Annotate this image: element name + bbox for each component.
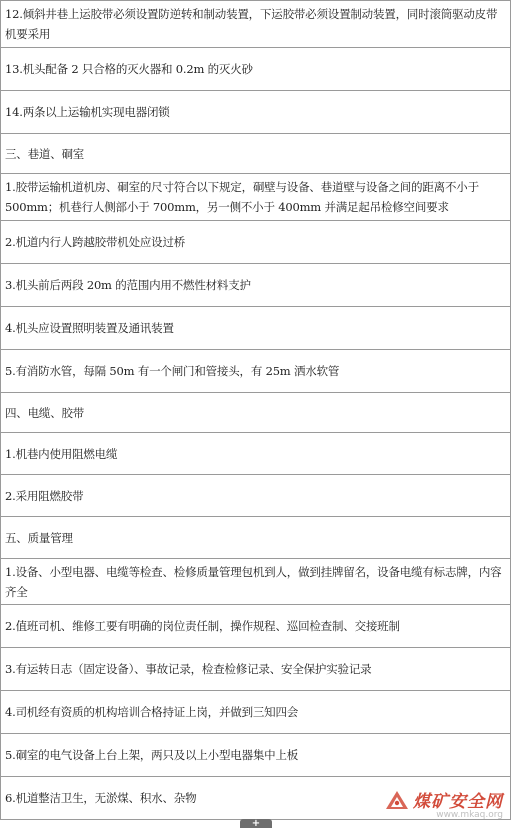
row-text: 2.采用阻燃胶带 <box>5 488 84 503</box>
row-text: 3.有运转日志（固定设备）、事故记录，检查检修记录、安全保护实验记录 <box>5 662 372 676</box>
watermark-url: www.mkaq.org <box>436 810 503 820</box>
table-row <box>1 734 510 777</box>
section-heading: 三、巷道、硐室 <box>5 146 85 161</box>
expand-tab[interactable]: + <box>240 819 272 828</box>
watermark-site-name: 煤矿安全网 <box>413 792 503 812</box>
section-heading: 四、电缆、胶带 <box>5 405 85 420</box>
row-text: 3.机头前后两段 20m 的范围内用不燃性材料支护 <box>5 278 251 292</box>
table-row <box>1 91 510 134</box>
table-row <box>1 475 510 517</box>
row-text: 1.胶带运输机道机房、硐室的尺寸符合以下规定，硐壁与设备、巷道壁与设备之间的距离不小于 500mm；机巷行人侧部小于 700mm，另一侧不小于 400mm 并满足起吊检修空间要求 <box>5 180 479 214</box>
table-row <box>1 174 510 221</box>
table-row <box>1 559 510 605</box>
table-row <box>1 648 510 691</box>
table-row <box>1 1 510 48</box>
section-heading-row <box>1 517 510 559</box>
table-row <box>1 691 510 734</box>
table-row <box>1 605 510 648</box>
section-heading: 五、质量管理 <box>5 530 73 545</box>
table-row <box>1 264 510 307</box>
row-text: 12.倾斜井巷上运胶带必须设置防逆转和制动装置，下运胶带必须设置制动装置，同时滚筒驱动皮带机要采用 <box>5 7 498 41</box>
row-text: 2.机道内行人跨越胶带机处应设过桥 <box>5 235 186 249</box>
row-text: 14.两条以上运输机实现电器闭锁 <box>5 105 170 119</box>
site-watermark <box>385 787 503 820</box>
row-text: 2.值班司机、维修工要有明确的岗位责任制，操作规程、巡回检查制、交接班制 <box>5 619 400 633</box>
section-heading-row <box>1 393 510 433</box>
row-text: 5.硐室的电气设备上台上架，两只及以上小型电器集中上板 <box>5 748 299 762</box>
row-text: 4.司机经有资质的机构培训合格持证上岗，并做到三知四会 <box>5 705 299 719</box>
table-row <box>1 221 510 264</box>
row-text: 6.机道整洁卫生，无淤煤、积水、杂物 <box>5 791 197 805</box>
table-row <box>1 48 510 91</box>
row-text: 1.设备、小型电器、电缆等检查、检修质量管理包机到人，做到挂牌留名，设备电缆有标志牌，内容齐全 <box>5 564 502 599</box>
table-row <box>1 307 510 350</box>
table-row <box>1 433 510 475</box>
row-text: 13.机头配备 2 只合格的灭火器和 0.2m 的灭火砂 <box>5 62 253 76</box>
site-logo-icon <box>385 790 409 810</box>
table-row <box>1 350 510 393</box>
row-text: 4.机头应设置照明装置及通讯装置 <box>5 321 174 335</box>
row-text: 5.有消防水管，每隔 50m 有一个闸门和管接头，有 25m 洒水软管 <box>5 364 340 378</box>
row-text: 1.机巷内使用阻燃电缆 <box>5 446 118 461</box>
section-heading-row <box>1 134 510 174</box>
